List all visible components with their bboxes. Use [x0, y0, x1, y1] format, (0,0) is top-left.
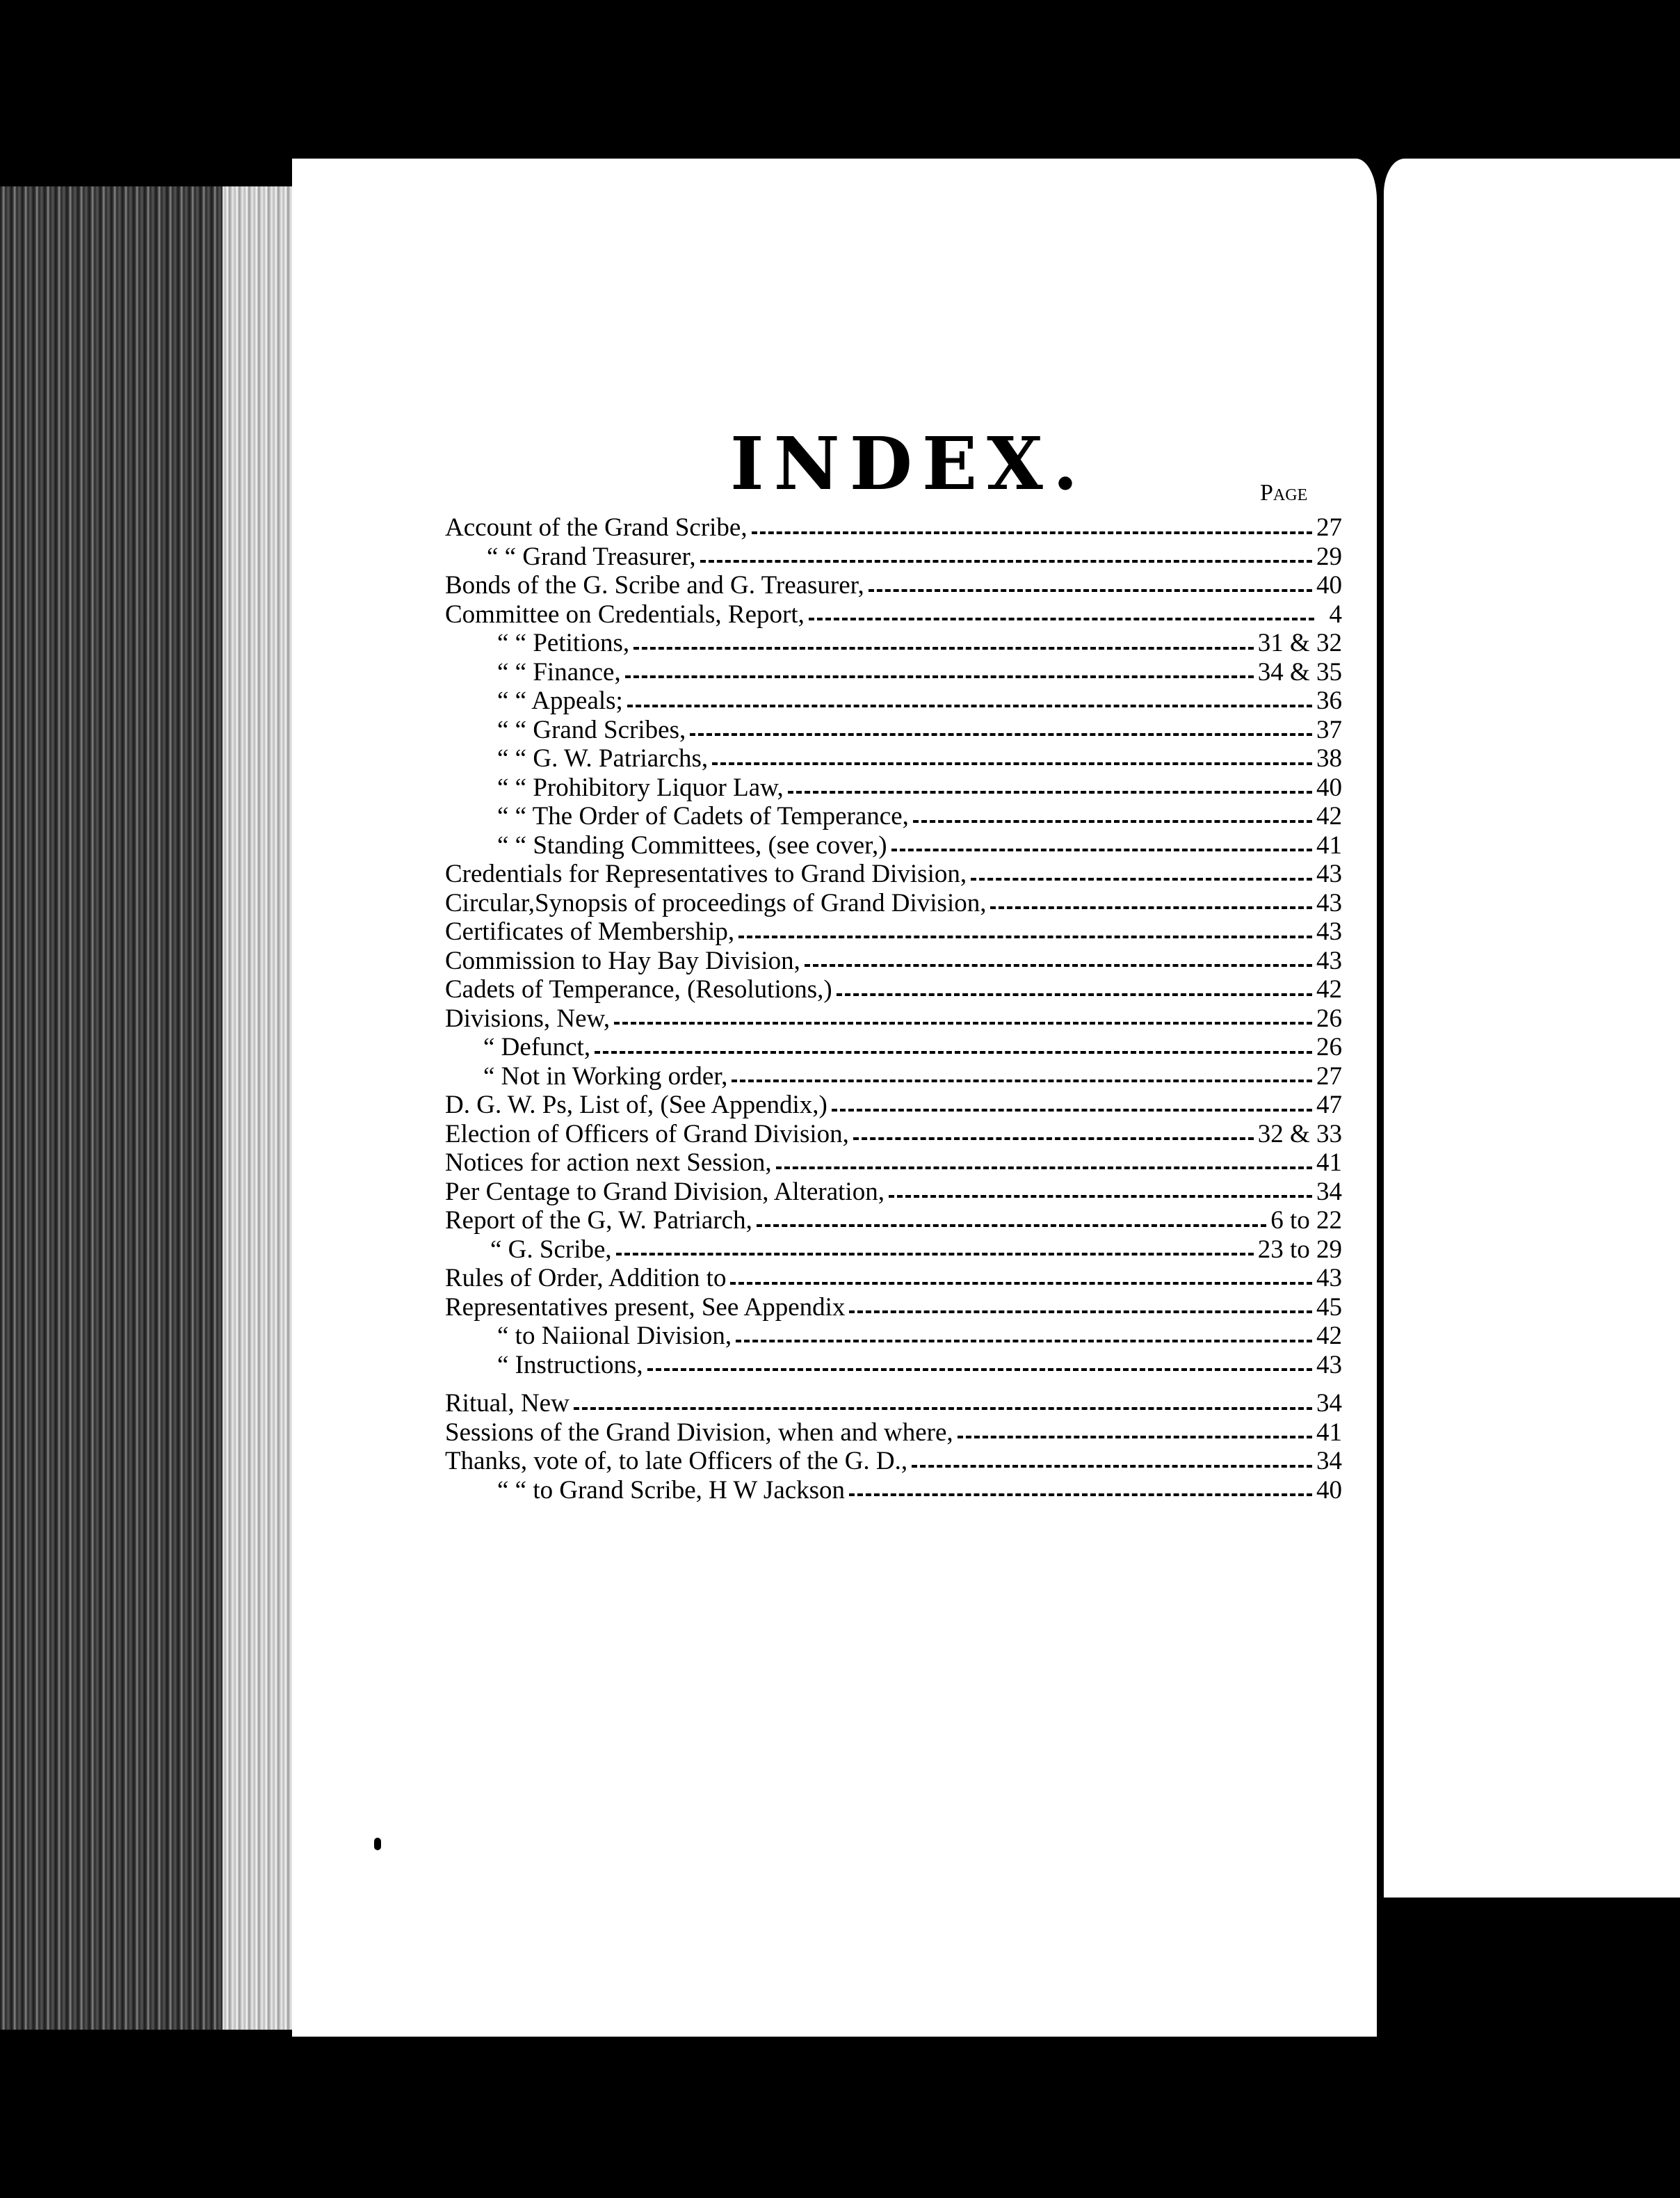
index-entry-label: “ “ Grand Treasurer, — [487, 542, 696, 571]
dot-leader — [889, 1191, 1312, 1198]
index-entry-label: Bonds of the G. Scribe and G. Treasurer, — [445, 571, 864, 600]
index-entry-label: Certificates of Membership, — [445, 917, 735, 946]
index-entry-label: Committee on Credentials, Report, — [445, 600, 805, 629]
index-entry — [445, 947, 1342, 976]
index-entry — [445, 1389, 1342, 1418]
index-entry-label: “ “ Petitions, — [497, 629, 630, 657]
dot-leader — [837, 989, 1312, 996]
dot-leader — [690, 729, 1312, 736]
index-entry-page: 34 & 35 — [1257, 657, 1342, 687]
dot-leader — [891, 844, 1312, 851]
index-entry-page: 36 — [1316, 687, 1342, 715]
index-entry-page: 43 — [1316, 860, 1342, 888]
index-entry — [445, 1293, 1342, 1322]
index-entry-page: 38 — [1316, 744, 1342, 773]
dot-leader — [647, 1364, 1312, 1371]
index-entry-page: 42 — [1316, 1322, 1342, 1350]
index-entry-label: “ Defunct, — [483, 1033, 591, 1061]
ink-speck — [374, 1838, 381, 1850]
dot-leader — [912, 1461, 1312, 1468]
dot-leader — [625, 671, 1254, 678]
index-entry-page: 4 — [1329, 600, 1342, 629]
index-entry-page: 41 — [1316, 831, 1342, 860]
index-entry — [445, 1004, 1342, 1034]
index-entry-page: 42 — [1316, 975, 1342, 1004]
index-entry-label: “ “ Appeals; — [497, 687, 623, 715]
dot-leader — [730, 1278, 1312, 1285]
index-entry-page: 42 — [1316, 802, 1342, 831]
index-entry — [445, 975, 1342, 1004]
index-entry-page: 6 to 22 — [1270, 1206, 1342, 1235]
index-entry-page: 47 — [1316, 1091, 1342, 1119]
index-entry — [445, 1148, 1342, 1178]
index-entry-page: 34 — [1316, 1177, 1342, 1206]
facing-page — [1384, 159, 1680, 1898]
index-entry — [445, 658, 1342, 687]
index-entry — [445, 1447, 1342, 1476]
index-entry-page: 32 & 33 — [1257, 1119, 1342, 1148]
index-entry-label: Credentials for Representatives to Grand Division, — [445, 860, 967, 888]
index-entry-page: 31 & 32 — [1257, 629, 1342, 657]
index-entry — [445, 889, 1342, 918]
dot-leader — [752, 527, 1312, 534]
index-entry-page: 26 — [1316, 1033, 1342, 1061]
index-entry-page: 43 — [1316, 888, 1342, 917]
index-entry-label: D. G. W. Ps, List of, (See Appendix,) — [445, 1091, 827, 1119]
index-entry-label: Cadets of Temperance, (Resolutions,) — [445, 975, 832, 1004]
index-entry — [445, 1062, 1342, 1091]
index-entry-page: 27 — [1316, 1061, 1342, 1091]
dot-leader — [776, 1162, 1312, 1169]
index-entry-label: “ Instructions, — [497, 1350, 643, 1379]
index-entry-label: “ “ to Grand Scribe, H W Jackson — [497, 1475, 846, 1505]
index-entry — [445, 1235, 1342, 1265]
index-entry — [445, 571, 1342, 600]
page-title: INDEX. — [730, 421, 1088, 506]
page-column-heading: Page — [1260, 480, 1308, 506]
index-entry-page: 37 — [1316, 715, 1342, 744]
dot-leader — [633, 643, 1254, 650]
dot-leader — [788, 787, 1312, 794]
index-entry-page: 27 — [1316, 513, 1342, 542]
index-entry-label: Rules of Order, Addition to — [445, 1264, 727, 1292]
index-entry — [445, 1351, 1342, 1380]
index-entry-page: 43 — [1316, 1264, 1342, 1292]
index-entry-page: 34 — [1316, 1447, 1342, 1475]
dot-leader — [736, 1335, 1312, 1342]
index-entry-page: 45 — [1316, 1292, 1342, 1322]
index-entry — [445, 716, 1342, 745]
index-entry-page: 40 — [1316, 571, 1342, 600]
dot-leader — [757, 1220, 1266, 1227]
index-entry-label: Ritual, New — [445, 1389, 570, 1418]
index-entry-label: Per Centage to Grand Division, Alteration, — [445, 1177, 885, 1206]
index-entry-label: Thanks, vote of, to late Officers of the G. D., — [445, 1447, 908, 1475]
dot-leader — [849, 1489, 1312, 1496]
index-entry — [445, 543, 1342, 572]
index-entry — [445, 831, 1342, 860]
dot-leader — [913, 816, 1312, 823]
index-entry-label: “ to Naiional Division, — [497, 1322, 732, 1350]
index-entry-label: Circular,Synopsis of proceedings of Grand Division, — [445, 888, 987, 917]
index-entry — [445, 629, 1342, 658]
index-entry-label: Divisions, New, — [445, 1004, 611, 1033]
index-entry — [445, 600, 1342, 629]
dot-leader — [616, 1249, 1254, 1256]
index-entry — [445, 1033, 1342, 1062]
index-entry-page: 29 — [1316, 542, 1342, 571]
dot-leader — [595, 1047, 1312, 1054]
index-entry-label: Representatives present, See Appendix — [445, 1292, 846, 1322]
index-entry-label: Notices for action next Session, — [445, 1148, 772, 1177]
index-entry — [445, 802, 1342, 831]
index-entry-page: 41 — [1316, 1418, 1342, 1447]
index-entry-page: 43 — [1316, 917, 1342, 946]
dot-leader — [627, 700, 1312, 707]
dot-leader — [805, 960, 1312, 967]
index-entry-page: 40 — [1316, 1475, 1342, 1505]
index-entry — [445, 1418, 1342, 1447]
index-entry — [445, 1322, 1342, 1351]
index-entry — [445, 513, 1342, 543]
index-list — [445, 513, 1342, 1505]
index-entry-label: “ “ G. W. Patriarchs, — [497, 744, 709, 773]
index-entry — [445, 860, 1342, 889]
index-entry-label: “ “ Finance, — [497, 657, 621, 687]
dot-leader — [832, 1105, 1312, 1112]
dot-leader — [869, 585, 1312, 592]
index-entry-label: “ G. Scribe, — [490, 1235, 612, 1264]
index-entry-label: “ Not in Working order, — [483, 1061, 728, 1091]
index-entry — [445, 1120, 1342, 1149]
index-entry-label: “ “ Grand Scribes, — [497, 715, 686, 744]
dot-leader — [853, 1133, 1254, 1140]
index-entry-label: “ “ Standing Committees, (see cover,) — [497, 831, 887, 860]
dot-leader — [849, 1306, 1312, 1313]
index-entry — [445, 1091, 1342, 1120]
index-entry — [445, 1206, 1342, 1235]
dot-leader — [700, 556, 1312, 563]
index-entry-page: 34 — [1316, 1389, 1342, 1418]
index-entry-page: 43 — [1316, 946, 1342, 975]
index-entry-page: 40 — [1316, 773, 1342, 802]
index-entry — [445, 773, 1342, 803]
index-entry — [445, 1178, 1342, 1207]
index-entry — [445, 1264, 1342, 1293]
dot-leader — [574, 1403, 1312, 1410]
index-entry-label: Commission to Hay Bay Division, — [445, 946, 800, 975]
index-entry-label: Election of Officers of Grand Division, — [445, 1119, 849, 1148]
dot-leader — [614, 1018, 1312, 1025]
index-entry-label: Account of the Grand Scribe, — [445, 513, 748, 542]
dot-leader — [809, 613, 1314, 620]
index-entry-label: Sessions of the Grand Division, when and where, — [445, 1418, 953, 1447]
dot-leader — [990, 902, 1312, 909]
index-entry-page: 26 — [1316, 1004, 1342, 1033]
index-entry — [445, 687, 1342, 716]
dot-leader — [712, 758, 1312, 765]
index-entry-label: “ “ The Order of Cadets of Temperance, — [497, 802, 909, 831]
index-entry-page: 41 — [1316, 1148, 1342, 1177]
index-entry — [445, 917, 1342, 947]
dot-leader — [732, 1075, 1312, 1082]
index-entry — [445, 744, 1342, 773]
index-entry-page: 23 to 29 — [1257, 1235, 1342, 1264]
index-entry — [445, 1476, 1342, 1505]
index-entry-label: Report of the G, W. Patriarch, — [445, 1206, 752, 1235]
dot-leader — [738, 931, 1312, 938]
index-entry-page: 43 — [1316, 1350, 1342, 1379]
dot-leader — [958, 1431, 1312, 1438]
index-entry-label: “ “ Prohibitory Liquor Law, — [497, 773, 784, 802]
book-page-edges — [0, 186, 306, 2030]
dot-leader — [971, 874, 1312, 881]
